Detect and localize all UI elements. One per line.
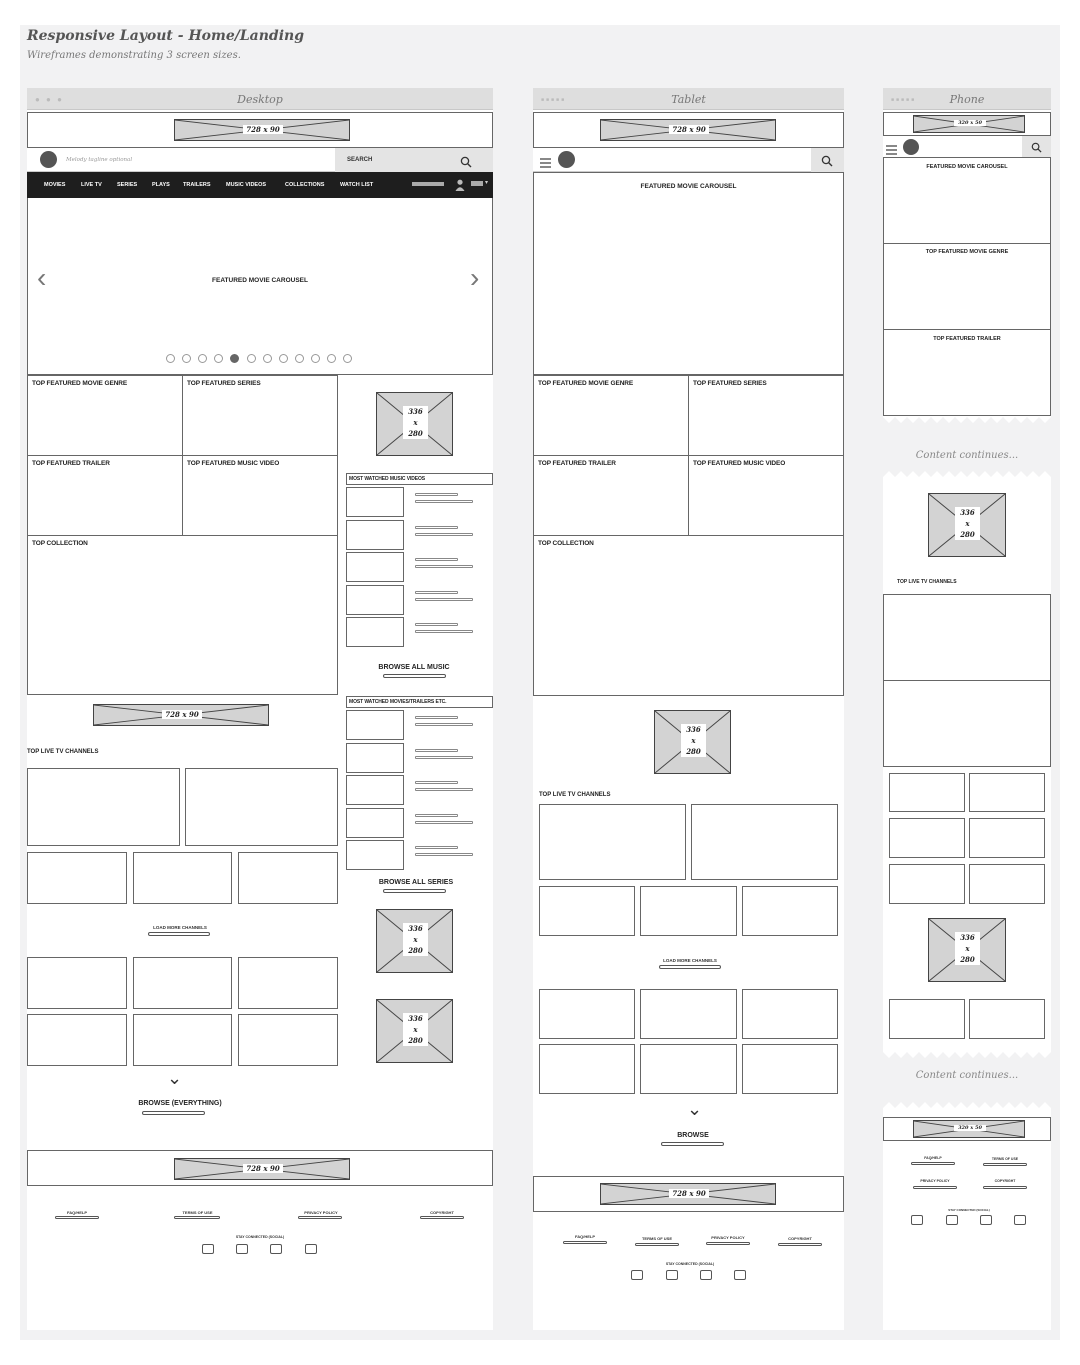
carousel-dot[interactable] — [279, 354, 288, 363]
channel-card[interactable] — [185, 768, 338, 846]
user-icon[interactable] — [455, 178, 465, 196]
rectangle-ad — [376, 999, 453, 1063]
ad-size-label — [955, 507, 980, 540]
tile-label: TOP FEATURED MUSIC VIDEO — [187, 460, 280, 467]
tile-trailer[interactable] — [533, 455, 689, 536]
social-icon[interactable] — [980, 1215, 992, 1225]
browse-button[interactable] — [661, 1142, 724, 1146]
list-title-line — [415, 814, 458, 817]
channel-card[interactable] — [640, 886, 737, 936]
rectangle-ad — [376, 909, 453, 973]
channel-card[interactable] — [539, 1044, 635, 1094]
list-thumbnail[interactable] — [346, 520, 404, 550]
section-label: MOST WATCHED MOVIES/TRAILERS ETC. — [349, 699, 447, 705]
social-icon[interactable] — [1014, 1215, 1026, 1225]
browse-all-music-link[interactable]: BROWSE ALL MUSIC — [378, 664, 450, 671]
ad-size-label — [403, 923, 428, 956]
ad-size-label — [403, 406, 428, 439]
tile-label: TOP FEATURED TRAILER — [32, 460, 110, 467]
social-icon[interactable] — [270, 1244, 282, 1254]
footer-link-bar[interactable] — [298, 1216, 342, 1219]
ad-size-line: x — [413, 1025, 418, 1034]
logo-icon[interactable] — [558, 151, 575, 168]
footer-copyright[interactable]: COPYRIGHT — [994, 1179, 1016, 1183]
ad-size-label: 320 x 50 — [954, 1125, 986, 1131]
tile-label: TOP COLLECTION — [32, 540, 88, 547]
tile-label: TOP FEATURED SERIES — [187, 380, 261, 387]
list-title-line — [415, 846, 458, 849]
list-thumbnail[interactable] — [346, 710, 404, 740]
list-meta-line — [415, 723, 473, 726]
tile-collection[interactable] — [533, 535, 844, 696]
footer-link-bar[interactable] — [420, 1216, 464, 1219]
page-title: Responsive Layout - Home/Landing — [27, 28, 305, 44]
list-title-line — [415, 526, 458, 529]
ad-size-label: 728 x 90 — [243, 1164, 283, 1173]
channel-card[interactable] — [27, 1014, 127, 1066]
carousel-dot[interactable] — [247, 354, 256, 363]
ad-size-line: x — [691, 736, 696, 745]
nav-item-plays[interactable]: PLAYS — [152, 182, 170, 188]
load-more-channels-button[interactable] — [659, 965, 721, 969]
ad-size-line: 336 — [686, 725, 701, 734]
social-icon[interactable] — [946, 1215, 958, 1225]
list-meta-line — [415, 500, 473, 503]
nav-item-watch-list[interactable]: WATCH LIST — [340, 182, 374, 188]
tile-collection[interactable] — [27, 535, 338, 695]
carousel-dot[interactable] — [295, 354, 304, 363]
tile-music-video[interactable] — [688, 455, 844, 536]
carousel-next-arrow[interactable]: › — [470, 262, 480, 293]
browse-everything-button[interactable] — [142, 1111, 205, 1115]
tile-label: TOP FEATURED MOVIE GENRE — [925, 249, 1009, 255]
tile-label: TOP FEATURED MUSIC VIDEO — [693, 460, 786, 467]
account-menu-icon[interactable] — [471, 181, 483, 186]
hamburger-icon[interactable] — [540, 155, 551, 173]
ad-size-line: 280 — [408, 946, 423, 955]
carousel-dot[interactable] — [263, 354, 272, 363]
footer-faq[interactable]: FAQ/HELP — [924, 1156, 942, 1160]
ad-size-line: x — [413, 418, 418, 427]
live-tv-heading: TOP LIVE TV CHANNELS — [897, 579, 957, 585]
tile-label: FEATURED MOVIE CAROUSEL — [926, 164, 1008, 170]
ad-size-label — [403, 1013, 428, 1046]
tile-label: TOP FEATURED MOVIE GENRE — [538, 380, 634, 387]
list-meta-line — [415, 853, 473, 856]
channel-card[interactable] — [889, 773, 965, 812]
tablet-titlebar — [533, 88, 844, 110]
list-meta-line — [415, 598, 473, 601]
footer-privacy[interactable]: PRIVACY POLICY — [711, 1235, 745, 1240]
live-tv-heading: TOP LIVE TV CHANNELS — [27, 749, 99, 755]
tile-movie-genre[interactable] — [883, 243, 1051, 330]
phone-title: Phone — [949, 93, 985, 106]
tile-trailer[interactable] — [883, 329, 1051, 416]
channel-card[interactable] — [883, 594, 1051, 681]
list-title-line — [415, 781, 458, 784]
ad-size-line: 280 — [960, 530, 975, 539]
logo-icon[interactable] — [40, 151, 57, 168]
channel-card[interactable] — [883, 680, 1051, 767]
footer-privacy[interactable]: PRIVACY POLICY — [304, 1210, 338, 1215]
window-dots-icon: ■■■■■ — [891, 97, 917, 103]
content-continues: Content continues... — [915, 450, 1019, 461]
list-thumbnail[interactable] — [346, 617, 404, 647]
list-thumbnail[interactable] — [346, 552, 404, 582]
channel-card[interactable] — [27, 852, 127, 904]
social-icon[interactable] — [202, 1244, 214, 1254]
tablet-leaderboard-ad — [600, 119, 776, 141]
load-more-channels-button[interactable] — [148, 932, 210, 936]
rectangle-ad — [376, 392, 453, 456]
page-subtitle: Wireframes demonstrating 3 screen sizes. — [27, 50, 241, 61]
tile-label: TOP FEATURED TRAILER — [538, 460, 616, 467]
list-thumbnail[interactable] — [346, 775, 404, 805]
window-dots-icon: ● ● ● — [35, 95, 64, 104]
ad-size-line: x — [965, 944, 970, 953]
ad-size-line: 336 — [960, 933, 975, 942]
browse-all-music-button[interactable] — [383, 674, 446, 678]
footer-faq[interactable]: FAQ/HELP — [66, 1210, 87, 1215]
carousel-label: FEATURED MOVIE CAROUSEL — [212, 277, 308, 284]
list-thumbnail[interactable] — [346, 840, 404, 870]
social-icon[interactable] — [700, 1270, 712, 1280]
logo-icon[interactable] — [903, 139, 919, 155]
tagline: Melody tagline optional — [66, 157, 133, 163]
carousel-dot[interactable] — [327, 354, 336, 363]
channel-card[interactable] — [889, 864, 965, 904]
browse-all-series-button[interactable] — [383, 889, 446, 893]
channel-card[interactable] — [238, 852, 338, 904]
carousel-dot[interactable] — [311, 354, 320, 363]
channel-card[interactable] — [691, 804, 838, 880]
channel-card[interactable] — [133, 957, 232, 1009]
list-title-line — [415, 558, 458, 561]
desktop-carousel[interactable] — [27, 198, 493, 375]
channel-card[interactable] — [969, 999, 1045, 1039]
carousel-label: FEATURED MOVIE CAROUSEL — [640, 183, 737, 190]
channel-card[interactable] — [238, 1014, 338, 1066]
ad-size-label: 728 x 90 — [243, 125, 283, 134]
channel-card[interactable] — [640, 1044, 737, 1094]
ad-size-line: x — [413, 935, 418, 944]
desktop-nav-bar — [27, 172, 493, 198]
ad-size-line: 336 — [408, 924, 423, 933]
social-icon[interactable] — [911, 1215, 923, 1225]
social-icon[interactable] — [236, 1244, 248, 1254]
footer-link-bar[interactable] — [911, 1162, 955, 1165]
channel-card[interactable] — [969, 773, 1045, 812]
phone-leaderboard-ad — [913, 115, 1025, 133]
ad-size-label: 728 x 90 — [162, 710, 202, 719]
channel-card[interactable] — [742, 989, 838, 1039]
content-continues: Content continues... — [915, 1070, 1019, 1081]
list-title-line — [415, 493, 458, 496]
chevron-down-icon[interactable]: ⌄ — [687, 1099, 703, 1119]
rectangle-ad — [928, 493, 1006, 557]
footer-link-bar[interactable] — [778, 1243, 822, 1246]
channel-card[interactable] — [969, 864, 1045, 904]
list-meta-line — [415, 533, 473, 536]
phone-titlebar — [883, 88, 1051, 110]
footer-social-label: STAY CONNECTED (SOCIAL) — [235, 1235, 285, 1239]
ad-size-line: 280 — [408, 429, 423, 438]
desktop-bottom-leaderboard-ad — [174, 1158, 350, 1180]
channel-card[interactable] — [889, 818, 965, 858]
list-title-line — [415, 591, 458, 594]
carousel-dot[interactable] — [166, 354, 175, 363]
tile-label: TOP FEATURED TRAILER — [933, 336, 1001, 342]
ad-size-label: 728 x 90 — [669, 125, 709, 134]
section-label: MOST WATCHED MUSIC VIDEOS — [349, 476, 426, 482]
tile-label: TOP FEATURED SERIES — [693, 380, 767, 387]
footer-link-bar[interactable] — [706, 1242, 750, 1245]
chevron-down-icon[interactable]: ▾ — [485, 180, 489, 186]
list-title-line — [415, 623, 458, 626]
channel-card[interactable] — [640, 989, 737, 1039]
nav-item-music-videos[interactable]: MUSIC VIDEOS — [226, 182, 267, 188]
channel-card[interactable] — [889, 999, 965, 1039]
list-thumbnail[interactable] — [346, 743, 404, 773]
load-more-channels-link[interactable]: LOAD MORE CHANNELS — [663, 958, 717, 963]
nav-item-collections[interactable]: COLLECTIONS — [285, 182, 325, 188]
footer-link-bar[interactable] — [55, 1216, 99, 1219]
rectangle-ad — [654, 710, 731, 774]
desktop-title: Desktop — [237, 93, 283, 106]
channel-card[interactable] — [133, 852, 232, 904]
ad-size-line: 336 — [408, 1014, 423, 1023]
tile-trailer[interactable] — [27, 455, 183, 536]
nav-item-series[interactable]: SERIES — [117, 182, 138, 188]
ad-size-line: 336 — [960, 508, 975, 517]
rectangle-ad — [928, 918, 1006, 982]
tablet-bottom-leaderboard-ad — [600, 1183, 776, 1205]
list-meta-line — [415, 756, 473, 759]
channel-card[interactable] — [539, 989, 635, 1039]
search-label: SEARCH — [347, 157, 373, 163]
footer-link-bar[interactable] — [913, 1186, 957, 1189]
tile-series[interactable] — [182, 375, 338, 456]
footer-social-label: STAY CONNECTED (SOCIAL) — [948, 1208, 990, 1212]
footer-copyright[interactable]: COPYRIGHT — [788, 1236, 812, 1241]
footer-link-bar[interactable] — [174, 1216, 220, 1219]
list-thumbnail[interactable] — [346, 585, 404, 615]
footer-privacy[interactable]: PRIVACY POLICY — [920, 1179, 950, 1183]
chevron-down-icon[interactable]: ⌄ — [167, 1068, 183, 1088]
content-break — [883, 417, 1051, 477]
tablet-title: Tablet — [671, 93, 706, 106]
channel-card[interactable] — [238, 957, 338, 1009]
phone-bottom-leaderboard-ad — [913, 1120, 1025, 1138]
footer-copyright[interactable]: COPYRIGHT — [430, 1210, 454, 1215]
tablet-header — [533, 148, 844, 172]
list-meta-line — [415, 788, 473, 791]
search-icon[interactable] — [460, 155, 472, 173]
footer-link-bar[interactable] — [563, 1241, 607, 1244]
carousel-prev-arrow[interactable]: ‹ — [37, 262, 47, 293]
ad-size-label — [955, 932, 980, 965]
list-thumbnail[interactable] — [346, 808, 404, 838]
phone-carousel[interactable] — [883, 157, 1051, 244]
most-watched-movies-header — [346, 696, 493, 708]
ad-size-label: 728 x 90 — [669, 1189, 709, 1198]
channel-card[interactable] — [27, 957, 127, 1009]
browse-link[interactable]: BROWSE — [677, 1132, 709, 1139]
channel-card[interactable] — [742, 1044, 838, 1094]
load-more-channels-link[interactable]: LOAD MORE CHANNELS — [153, 925, 207, 930]
window-dots-icon: ■■■■■ — [541, 97, 567, 103]
content-break — [883, 1052, 1051, 1108]
list-meta-line — [415, 565, 473, 568]
channel-card[interactable] — [27, 768, 180, 846]
desktop-titlebar — [27, 88, 493, 110]
tile-series[interactable] — [688, 375, 844, 456]
nav-item-movies[interactable]: MOVIES — [44, 182, 66, 188]
footer-terms[interactable]: TERMS OF USE — [641, 1236, 672, 1241]
social-icon[interactable] — [734, 1270, 746, 1280]
list-title-line — [415, 716, 458, 719]
channel-card[interactable] — [539, 804, 686, 880]
ad-size-line: 280 — [960, 955, 975, 964]
ad-size-line: x — [965, 519, 970, 528]
nav-placeholder-bar — [412, 182, 444, 186]
ad-size-label: 320 x 50 — [954, 120, 986, 126]
search-icon[interactable] — [1031, 140, 1042, 158]
channel-card[interactable] — [742, 886, 838, 936]
channel-card[interactable] — [539, 886, 635, 936]
footer-link-bar[interactable] — [983, 1186, 1027, 1189]
footer-link-bar[interactable] — [983, 1163, 1027, 1166]
tablet-carousel[interactable] — [533, 172, 844, 375]
live-tv-heading: TOP LIVE TV CHANNELS — [539, 792, 611, 798]
most-watched-music-header — [346, 473, 493, 485]
list-title-line — [415, 749, 458, 752]
tile-music-video[interactable] — [182, 455, 338, 536]
ad-size-line: 280 — [408, 1036, 423, 1045]
ad-size-label — [681, 724, 706, 757]
search-icon[interactable] — [821, 154, 833, 172]
ad-size-line: 336 — [408, 407, 423, 416]
browse-everything-link[interactable]: BROWSE (EVERYTHING) — [138, 1100, 222, 1107]
footer-faq[interactable]: FAQ/HELP — [574, 1234, 595, 1239]
social-icon[interactable] — [631, 1270, 643, 1280]
tile-label: TOP FEATURED MOVIE GENRE — [32, 380, 128, 387]
tile-movie-genre[interactable] — [533, 375, 689, 456]
social-icon[interactable] — [305, 1244, 317, 1254]
desktop-mid-leaderboard-ad — [93, 704, 269, 726]
ad-size-line: 280 — [686, 747, 701, 756]
list-thumbnail[interactable] — [346, 487, 404, 517]
footer-terms[interactable]: TERMS OF USE — [182, 1210, 213, 1215]
browse-all-series-link[interactable]: BROWSE ALL SERIES — [378, 879, 454, 886]
nav-item-live-tv[interactable]: LIVE TV — [81, 182, 102, 188]
footer-social-label: STAY CONNECTED (SOCIAL) — [665, 1262, 715, 1266]
tile-movie-genre[interactable] — [27, 375, 183, 456]
tile-label: TOP COLLECTION — [538, 540, 594, 547]
channel-card[interactable] — [969, 818, 1045, 858]
desktop-leaderboard-ad — [174, 119, 350, 141]
channel-card[interactable] — [133, 1014, 232, 1066]
footer-terms[interactable]: TERMS OF USE — [991, 1157, 1019, 1161]
list-meta-line — [415, 630, 473, 633]
list-meta-line — [415, 821, 473, 824]
footer-link-bar[interactable] — [635, 1243, 679, 1246]
social-icon[interactable] — [666, 1270, 678, 1280]
nav-item-trailers[interactable]: TRAILERS — [183, 182, 211, 188]
